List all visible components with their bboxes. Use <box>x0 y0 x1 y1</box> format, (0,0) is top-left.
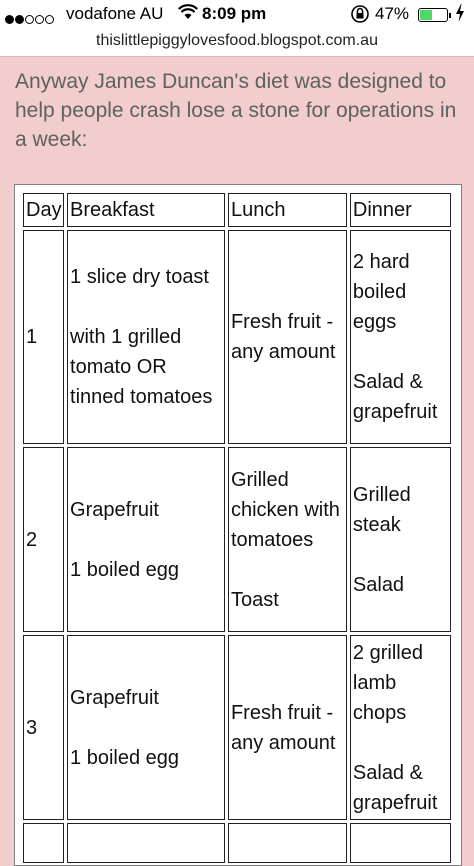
table-header-row <box>23 193 451 227</box>
dinner-item: Salad <box>352 573 405 596</box>
header-day: Day <box>23 193 64 227</box>
lunch-item: Grilled chicken with tomatoes <box>230 468 340 551</box>
rotation-lock-icon <box>350 4 370 29</box>
dinner-item: Salad & grapefruit <box>352 371 438 423</box>
battery-icon <box>418 8 448 22</box>
breakfast-item: 1 boiled egg <box>70 558 180 581</box>
bolt-icon <box>455 4 465 26</box>
breakfast-cell <box>67 635 225 820</box>
lunch-cell <box>228 635 347 820</box>
url-text[interactable]: thislittlepiggylovesfood.blogspot.com.au <box>96 32 378 49</box>
breakfast-cell <box>67 447 225 632</box>
dinner-cell <box>350 447 451 632</box>
wifi-icon <box>178 4 198 25</box>
lunch-item: Fresh fruit - any amount <box>230 701 336 754</box>
address-bar[interactable] <box>0 30 474 57</box>
dinner-item: 2 hard boiled eggs <box>352 251 410 333</box>
header-breakfast: Breakfast <box>67 193 225 227</box>
lunch-item: Toast <box>230 588 279 611</box>
day-cell: 2 <box>23 447 64 632</box>
lunch-cell <box>228 447 347 632</box>
status-bar <box>0 0 474 30</box>
lunch-item: Fresh fruit - any amount <box>230 311 336 363</box>
dinner-item: Grilled steak <box>352 483 411 536</box>
table-row <box>23 823 451 863</box>
breakfast-item: with 1 grilled tomato OR tinned tomatoes <box>70 326 213 408</box>
battery-percent: 47% <box>375 4 410 23</box>
dinner-item: 2 grilled lamb chops <box>352 641 423 724</box>
carrier-name: vodafone AU <box>66 4 164 23</box>
dinner-cell <box>350 635 451 820</box>
breakfast-item: Grapefruit <box>70 686 159 709</box>
breakfast-item: 1 slice dry toast <box>70 266 209 288</box>
header-lunch: Lunch <box>228 193 347 227</box>
dinner-item: Salad & grapefruit <box>352 761 438 814</box>
table-row <box>23 230 451 444</box>
dinner-cell <box>350 230 451 444</box>
signal-strength-icon <box>5 9 55 29</box>
diet-table <box>20 190 454 866</box>
day-cell: 3 <box>23 635 64 820</box>
table-row <box>23 635 451 820</box>
intro-paragraph: Anyway James Duncan's diet was designed to help people crash lose a stone for operations in a week: <box>15 70 457 151</box>
clock: 8:09 pm <box>202 4 267 23</box>
day-cell: 1 <box>23 230 64 444</box>
table-row <box>23 447 451 632</box>
header-dinner: Dinner <box>350 193 451 227</box>
breakfast-item: Grapefruit <box>70 498 159 521</box>
breakfast-cell <box>67 230 225 444</box>
breakfast-item: 1 boiled egg <box>70 746 180 769</box>
lunch-cell <box>228 230 347 444</box>
